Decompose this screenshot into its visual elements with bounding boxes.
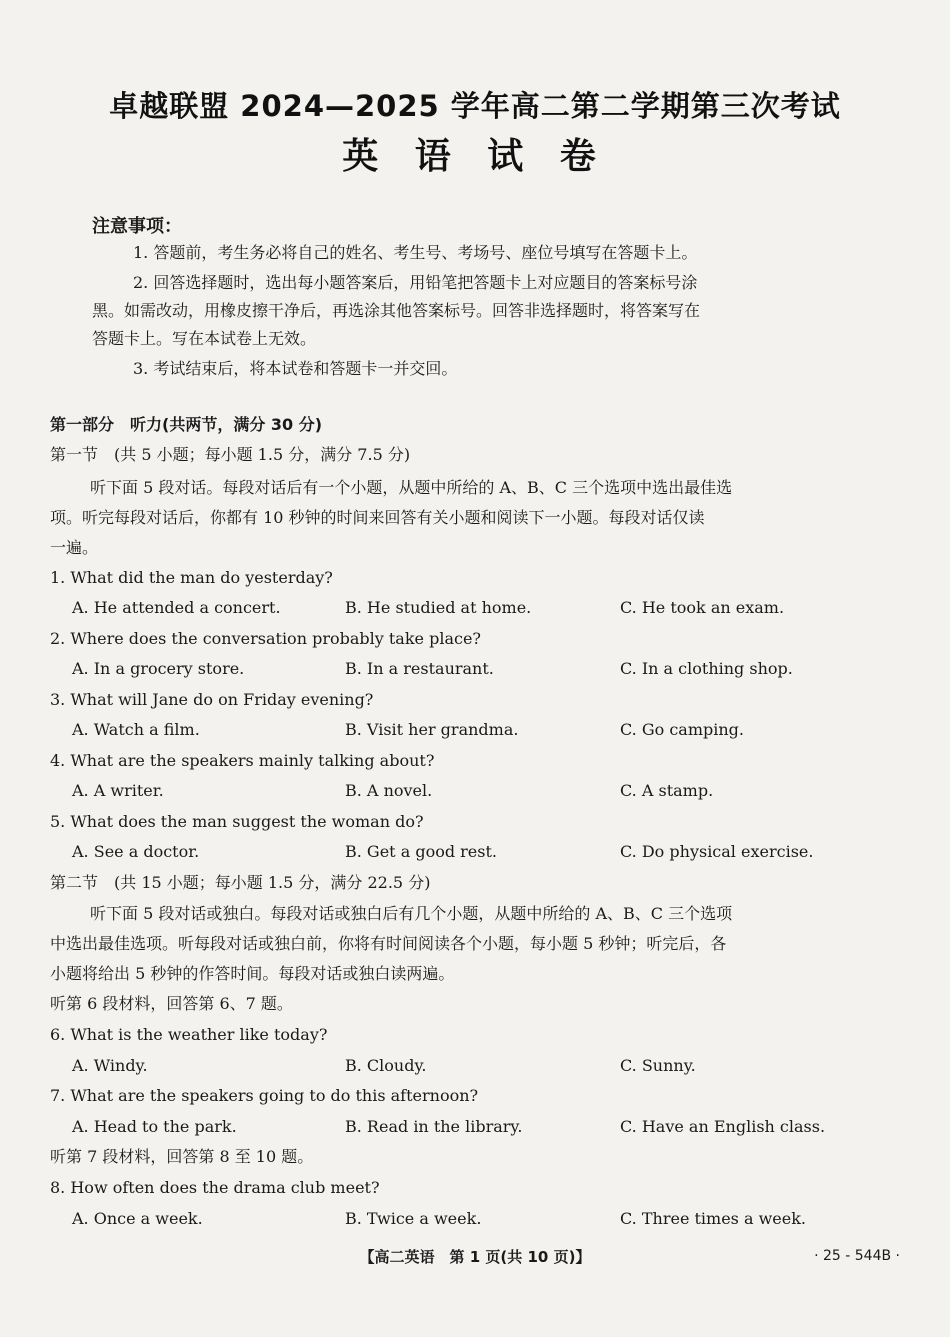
- option-a: A. A writer.: [72, 781, 164, 800]
- section-instructions: 小题将给出 5 秒钟的作答时间。每段对话或独白读两遍。: [50, 964, 455, 983]
- option-c: C. Do physical exercise.: [620, 842, 814, 861]
- exam-title: 卓越联盟 2024—2025 学年高二第二学期第三次考试: [109, 89, 841, 123]
- material-heading: 听第 6 段材料，回答第 6、7 题。: [50, 994, 293, 1013]
- section-instructions: 中选出最佳选项。听每段对话或独白前，你将有时间阅读各个小题，每小题 5 秒钟；听完后，各: [50, 934, 727, 953]
- option-b: B. Twice a week.: [345, 1209, 482, 1228]
- page-footer: 【高二英语 第 1 页(共 10 页)】: [359, 1248, 591, 1266]
- section-instructions: 听下面 5 段对话。每段对话后有一个小题，从题中所给的 A、B、C 三个选项中选出最佳选: [90, 478, 733, 497]
- section-heading: 第二节 (共 15 小题；每小题 1.5 分，满分 22.5 分): [50, 873, 431, 892]
- option-b: B. Read in the library.: [345, 1117, 523, 1136]
- option-a: A. He attended a concert.: [72, 598, 281, 617]
- option-c: C. Three times a week.: [620, 1209, 807, 1228]
- option-b: B. Get a good rest.: [345, 842, 497, 861]
- section-instructions: 一遍。: [50, 538, 99, 557]
- question-text: 7. What are the speakers going to do this afternoon?: [50, 1086, 479, 1105]
- section-instructions: 听下面 5 段对话或独白。每段对话或独白后有几个小题，从题中所给的 A、B、C 三个选项: [90, 904, 733, 923]
- option-c: C. Have an English class.: [620, 1117, 826, 1136]
- option-b: B. Cloudy.: [345, 1056, 427, 1075]
- option-a: A. In a grocery store.: [72, 659, 245, 678]
- option-b: B. In a restaurant.: [345, 659, 494, 678]
- question-text: 6. What is the weather like today?: [50, 1025, 328, 1044]
- option-c: C. A stamp.: [620, 781, 714, 800]
- question-text: 5. What does the man suggest the woman do?: [50, 812, 424, 831]
- notice-item-1: 1. 答题前，考生务必将自己的姓名、考生号、考场号、座位号填写在答题卡上。: [133, 243, 698, 262]
- option-b: B. A novel.: [345, 781, 433, 800]
- question-text: 8. How often does the drama club meet?: [50, 1178, 380, 1197]
- exam-subject-title: 英 语 试 卷: [342, 136, 608, 177]
- notice-item-2-cont: 黑。如需改动，用橡皮擦干净后，再选涂其他答案标号。回答非选择题时，将答案写在: [92, 301, 701, 320]
- exam-code: · 25 - 544B ·: [814, 1248, 900, 1264]
- option-a: A. Head to the park.: [72, 1117, 237, 1136]
- option-a: A. See a doctor.: [72, 842, 200, 861]
- option-b: B. He studied at home.: [345, 598, 532, 617]
- part-heading: 第一部分 听力(共两节，满分 30 分): [50, 415, 323, 434]
- option-a: A. Windy.: [72, 1056, 148, 1075]
- option-c: C. He took an exam.: [620, 598, 785, 617]
- option-c: C. Go camping.: [620, 720, 745, 739]
- option-b: B. Visit her grandma.: [345, 720, 519, 739]
- option-c: C. In a clothing shop.: [620, 659, 793, 678]
- option-c: C. Sunny.: [620, 1056, 696, 1075]
- notice-item-2: 2. 回答选择题时，选出每小题答案后，用铅笔把答题卡上对应题目的答案标号涂: [133, 273, 698, 292]
- material-heading: 听第 7 段材料，回答第 8 至 10 题。: [50, 1147, 314, 1166]
- notice-item-3: 3. 考试结束后，将本试卷和答题卡一并交回。: [133, 359, 458, 378]
- question-text: 1. What did the man do yesterday?: [50, 568, 333, 587]
- section-instructions: 项。听完每段对话后，你都有 10 秒钟的时间来回答有关小题和阅读下一小题。每段对话仅读: [50, 508, 705, 527]
- section-heading: 第一节 (共 5 小题；每小题 1.5 分，满分 7.5 分): [50, 445, 411, 464]
- notice-heading: 注意事项：: [92, 216, 182, 237]
- option-a: A. Once a week.: [72, 1209, 203, 1228]
- question-text: 3. What will Jane do on Friday evening?: [50, 690, 374, 709]
- question-text: 4. What are the speakers mainly talking about?: [50, 751, 435, 770]
- notice-item-2-cont: 答题卡上。写在本试卷上无效。: [92, 329, 317, 348]
- option-a: A. Watch a film.: [72, 720, 200, 739]
- question-text: 2. Where does the conversation probably take place?: [50, 629, 481, 648]
